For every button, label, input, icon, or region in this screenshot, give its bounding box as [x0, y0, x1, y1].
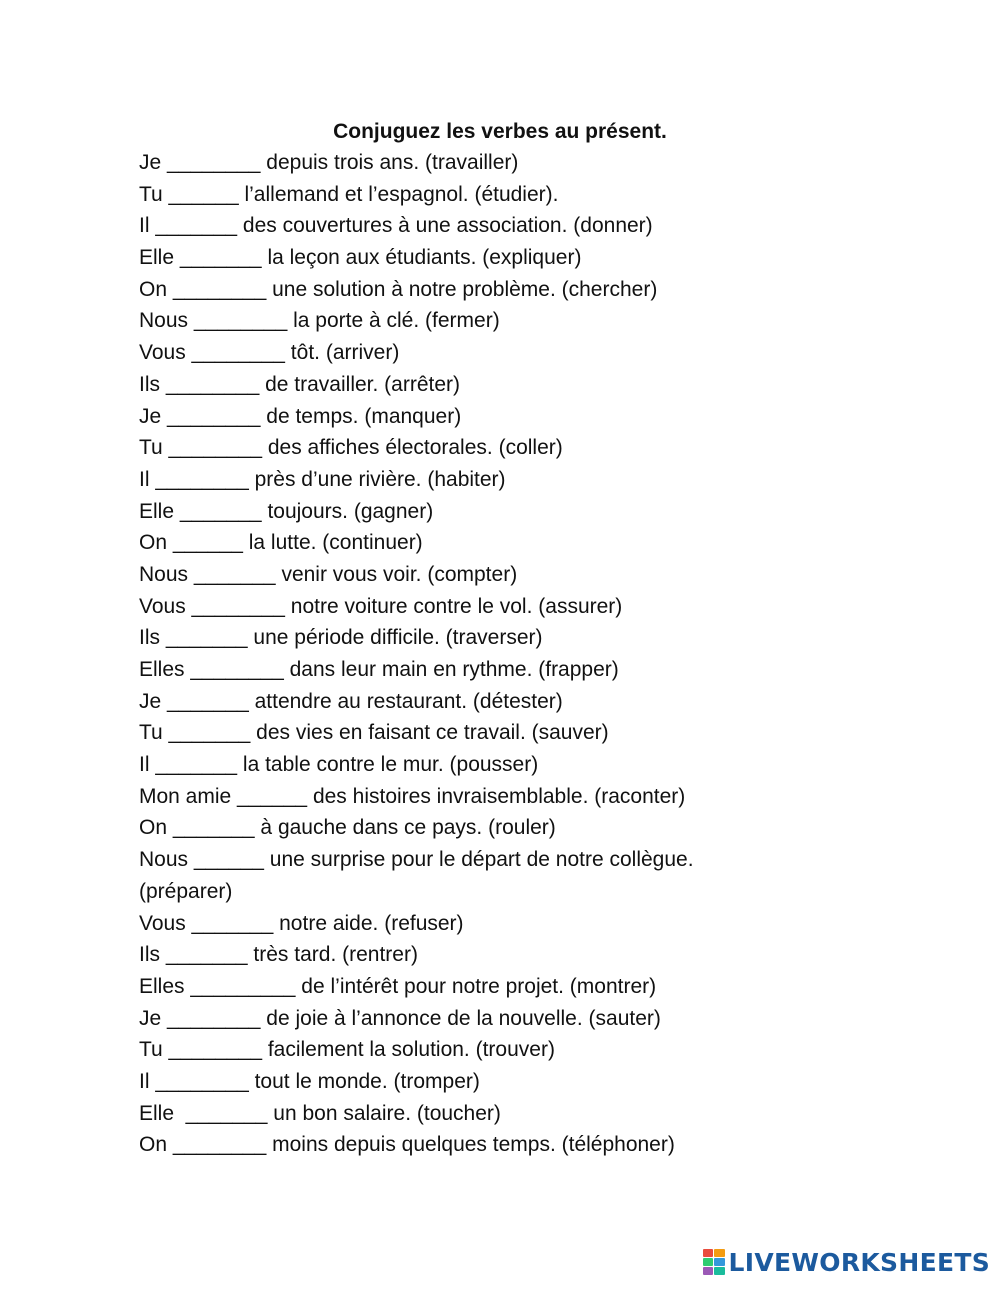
exercise-line: Elles _________ de l’intérêt pour notre projet. (montrer) [139, 974, 657, 998]
exercise-line: Nous ______ une surprise pour le départ de notre collègue. [139, 848, 694, 872]
exercise-line: Je ________ de temps. (manquer) [139, 404, 462, 428]
exercise-line: On ______ la lutte. (continuer) [139, 531, 423, 555]
liveworksheets-logo-icon [703, 1249, 725, 1275]
exercise-line: Elles ________ dans leur main en rythme. (frapper) [139, 658, 619, 681]
exercise-line: Tu ________ des affiches électorales. (coller) [139, 436, 563, 460]
exercise-line: On ________ une solution à notre problème. (chercher) [139, 277, 658, 301]
logo-square [703, 1249, 714, 1257]
exercise-line: On _______ à gauche dans ce pays. (rouler) [139, 816, 556, 840]
exercise-line: Il _______ des couvertures à une association. (donner) [139, 214, 653, 238]
exercise-line: Elle _______ un bon salaire. (toucher) [139, 1101, 501, 1125]
exercise-line: Vous _______ notre aide. (refuser) [139, 911, 464, 935]
exercise-list [139, 147, 959, 1161]
exercise-line: Ils _______ très tard. (rentrer) [139, 943, 418, 967]
logo-text: LIVEWORKSHEETS [728, 1247, 990, 1277]
exercise-line: Tu ______ l’allemand et l’espagnol. (étudier). [139, 182, 559, 206]
exercise-line: Il ________ tout le monde. (tromper) [139, 1069, 480, 1093]
exercise-line: On ________ moins depuis quelques temps. (téléphoner) [139, 1133, 675, 1157]
exercise-line: Il ________ près d’une rivière. (habiter) [139, 467, 506, 491]
exercise-line: Elle _______ la leçon aux étudiants. (expliquer) [139, 246, 582, 270]
exercise-line: Vous ________ notre voiture contre le vol. (assurer) [139, 594, 623, 618]
worksheet-title: Conjuguez les verbes au présent. [333, 120, 667, 143]
exercise-line: Je ________ depuis trois ans. (travailler) [139, 151, 519, 174]
exercise-line: Ils _______ une période difficile. (traverser) [139, 626, 543, 650]
exercise-line: Elle _______ toujours. (gagner) [139, 499, 434, 523]
exercise-line: Mon amie ______ des histoires invraisemblable. (raconter) [139, 784, 686, 808]
exercise-line: Vous ________ tôt. (arriver) [139, 341, 400, 365]
exercise-line: Nous _______ venir vous voir. (compter) [139, 562, 518, 586]
exercise-line: Il _______ la table contre le mur. (pousser) [139, 753, 539, 777]
exercise-line: (préparer) [139, 879, 233, 903]
exercise-line: Tu ________ facilement la solution. (trouver) [139, 1038, 555, 1062]
exercise-line: Je ________ de joie à l’annonce de la nouvelle. (sauter) [139, 1006, 661, 1030]
logo-square [714, 1267, 725, 1275]
logo-square [714, 1258, 725, 1266]
liveworksheets-logo [703, 1247, 990, 1277]
exercise-line: Nous ________ la porte à clé. (fermer) [139, 309, 500, 333]
exercise-line: Tu _______ des vies en faisant ce travail. (sauver) [139, 721, 609, 745]
exercise-line: Je _______ attendre au restaurant. (détester) [139, 689, 563, 713]
exercise-line: Ils ________ de travailler. (arrêter) [139, 372, 460, 396]
logo-square [703, 1267, 714, 1275]
logo-square [703, 1258, 714, 1266]
logo-square [714, 1249, 725, 1257]
